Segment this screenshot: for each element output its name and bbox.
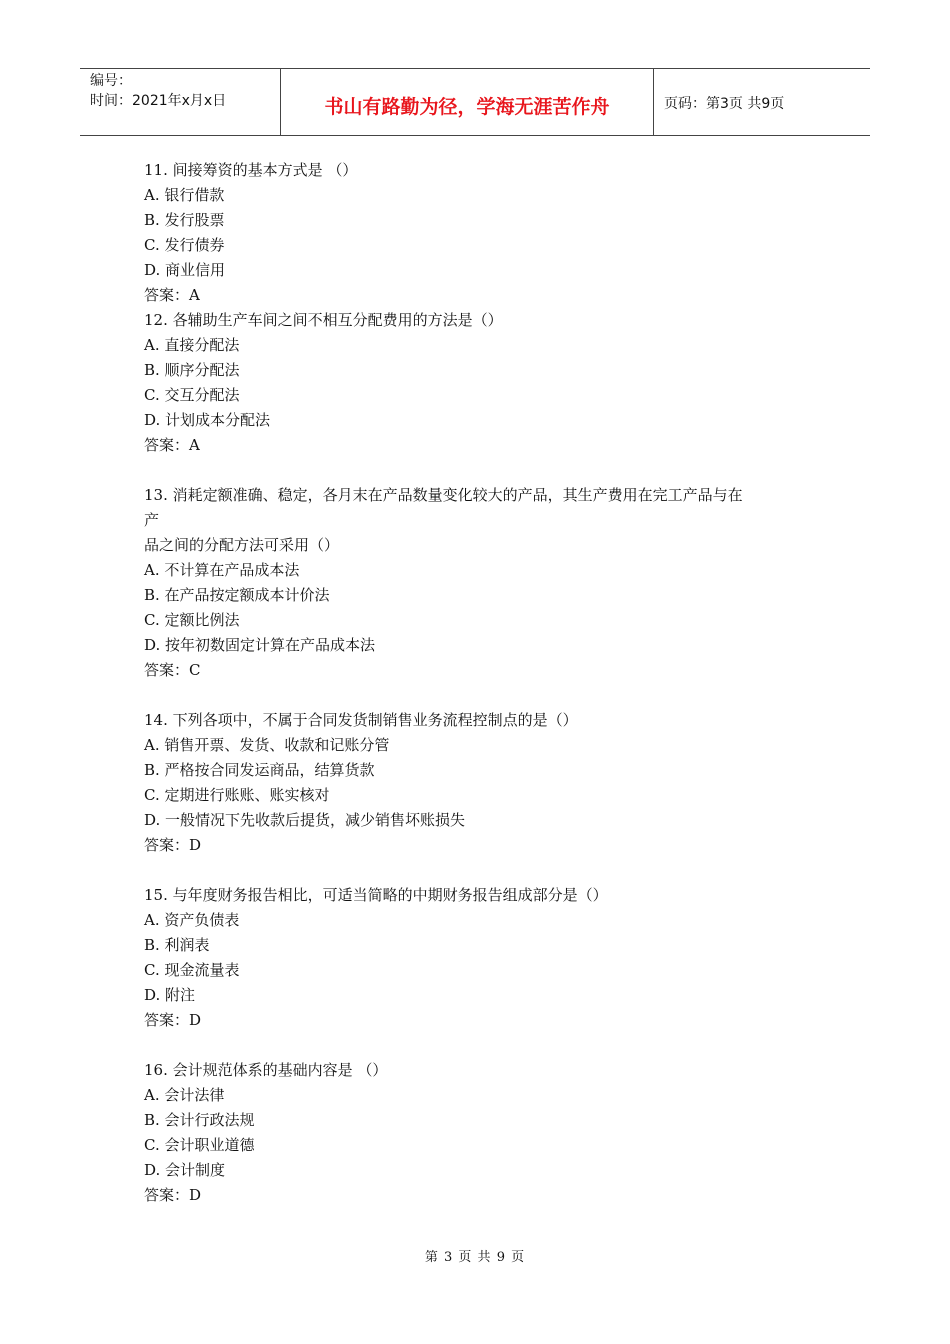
answer-option: C. 定期进行账账、账实核对 <box>144 786 330 804</box>
answer-option: D. 计划成本分配法 <box>144 411 271 429</box>
question-spacer <box>144 458 824 483</box>
answer-option: D. 按年初数固定计算在产品成本法 <box>144 636 376 654</box>
question-block <box>144 708 824 858</box>
answer-option: C. 定额比例法 <box>144 611 240 629</box>
question-stem: 11. 间接筹资的基本方式是 （） <box>144 161 358 179</box>
answer-key: 答案：A <box>144 436 200 454</box>
question-block <box>144 1058 824 1208</box>
answer-option: B. 顺序分配法 <box>144 361 240 379</box>
answer-option: A. 会计法律 <box>144 1086 225 1104</box>
answer-option: D. 一般情况下先收款后提货，减少销售坏账损失 <box>144 811 466 829</box>
answer-option: A. 银行借款 <box>144 186 225 204</box>
answer-key: 答案：A <box>144 286 200 304</box>
answer-option: B. 发行股票 <box>144 211 225 229</box>
question-block <box>144 308 824 458</box>
answer-option: C. 发行债券 <box>144 236 225 254</box>
answer-key: 答案：D <box>144 836 202 854</box>
answer-option: C. 会计职业道德 <box>144 1136 255 1154</box>
answer-option: B. 利润表 <box>144 936 210 954</box>
question-stem: 品之间的分配方法可采用（） <box>144 536 340 554</box>
answer-option: C. 交互分配法 <box>144 386 240 404</box>
question-spacer <box>144 683 824 708</box>
page-header <box>80 68 870 136</box>
question-stem: 12. 各辅助生产车间之间不相互分配费用的方法是（） <box>144 311 503 329</box>
question-block <box>144 883 824 1033</box>
answer-key: 答案：D <box>144 1011 202 1029</box>
question-stem: 15. 与年度财务报告相比，可适当简略的中期财务报告组成部分是（） <box>144 886 608 904</box>
question-list <box>144 158 824 1208</box>
question-block <box>144 483 824 683</box>
answer-option: D. 附注 <box>144 986 196 1004</box>
answer-option: C. 现金流量表 <box>144 961 240 979</box>
answer-option: D. 商业信用 <box>144 261 226 279</box>
answer-option: A. 销售开票、发货、收款和记账分管 <box>144 736 390 754</box>
question-spacer <box>144 858 824 883</box>
answer-key: 答案：D <box>144 1186 202 1204</box>
answer-option: A. 资产负债表 <box>144 911 240 929</box>
answer-option: D. 会计制度 <box>144 1161 226 1179</box>
question-stem: 14. 下列各项中，不属于合同发货制销售业务流程控制点的是（） <box>144 711 578 729</box>
header-page-number: 页码：第3页 共9页 <box>664 96 785 112</box>
header-motto: 书山有路勤为径，学海无涯苦作舟 <box>281 69 654 135</box>
page-footer: 第 3 页 共 9 页 <box>424 1250 526 1265</box>
answer-option: B. 在产品按定额成本计价法 <box>144 586 330 604</box>
question-block <box>144 158 824 308</box>
answer-option: B. 会计行政法规 <box>144 1111 255 1129</box>
question-spacer <box>144 1033 824 1058</box>
question-stem: 13. 消耗定额准确、稳定，各月末在产品数量变化较大的产品，其生产费用在完工产品与在 <box>144 486 743 504</box>
header-meta <box>80 69 281 135</box>
answer-option: B. 严格按合同发运商品，结算货款 <box>144 761 375 779</box>
answer-option: A. 直接分配法 <box>144 336 240 354</box>
answer-key: 答案：C <box>144 661 201 679</box>
time-label: 时间：2021年x月x日 <box>90 93 227 109</box>
question-stem: 16. 会计规范体系的基础内容是 （） <box>144 1061 388 1079</box>
serial-number-label: 编号： <box>90 73 132 89</box>
answer-option: A. 不计算在产品成本法 <box>144 561 300 579</box>
question-stem: 产 <box>144 511 160 529</box>
